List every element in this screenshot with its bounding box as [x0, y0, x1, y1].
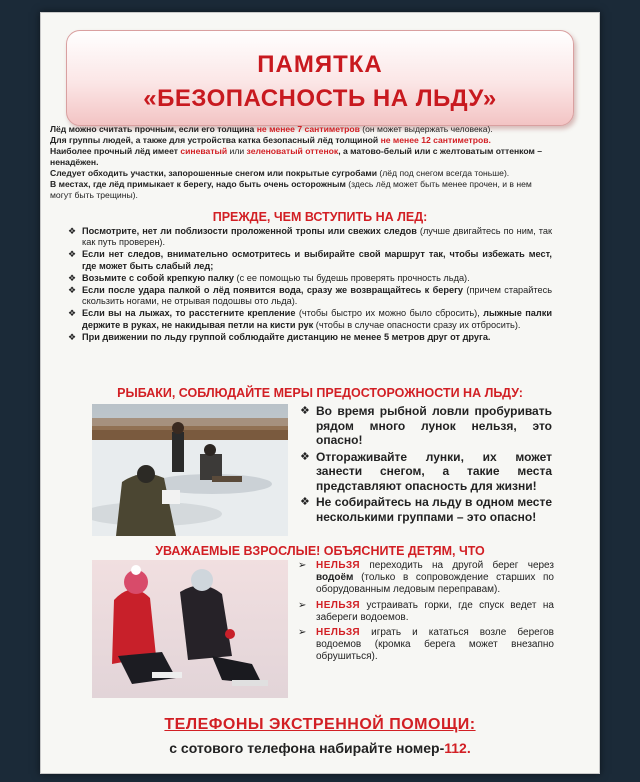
section3-heading: УВАЖАЕМЫЕ ВЗРОСЛЫЕ! ОБЪЯСНИТЕ ДЕТЯМ, ЧТО — [155, 544, 485, 558]
list-item: ➢ НЕЛЬЗЯ переходить на другой берег через водоём (только в сопровождение старших по оборудованным ледовым переправам). — [298, 560, 554, 597]
list-item: ❖ Во время рыбной ловли пробуривать рядом много лунок нельзя, это опасно! — [300, 404, 552, 448]
intro-paragraph: В местах, где лёд примыкает к берегу, надо быть очень осторожным (здесь лёд может быть менее прочен, и в нем могут быть трещины). — [50, 179, 532, 200]
before-ice-list — [68, 226, 552, 344]
list-item: ❖ Если нет следов, внимательно осмотритесь и выбирайте свой маршрут так, чтобы избежать мест, где может быть слабый лед; — [68, 249, 552, 271]
emergency-phones-title: ТЕЛЕФОНЫ ЭКСТРЕННОЙ ПОМОЩИ: — [164, 716, 476, 733]
list-item: ❖ Если после удара палкой о лёд появится вода, сразу же возвращайтесь к берегу (причем старайтесь скользить ногами, не отрывая подошвы ото льда). — [68, 285, 552, 307]
list-item: ❖ Не собирайтесь на льду в одном месте несколькими группами – это опасно! — [300, 495, 552, 524]
title-line-2: «БЕЗОПАСНОСТЬ НА ЛЬДУ» — [143, 85, 497, 112]
fishermen-on-ice-image — [92, 404, 288, 536]
list-item: ➢ НЕЛЬЗЯ играть и кататься возле берегов водоемов (кромка берега может внезапно обрушиться). — [298, 627, 554, 664]
list-item: ❖ При движении по льду группой соблюдайте дистанцию не менее 5 метров друг от друга. — [68, 332, 552, 343]
section1-heading: ПРЕЖДЕ, ЧЕМ ВСТУПИТЬ НА ЛЕД: — [212, 210, 428, 224]
fishermen-photo — [92, 404, 288, 536]
emergency-number: 112. — [444, 740, 471, 756]
intro-paragraph: Следует обходить участки, запорошенные снегом или покрытые сугробами (лёд под снегом всегда тоньше). — [50, 168, 510, 178]
list-item: ❖ Возьмите с собой крепкую палку (с ее помощью ты будешь проверять прочность льда). — [68, 273, 552, 284]
intro-paragraph: Лёд можно считать прочным, если его толщина не менее 7 сантиметров (он может выдержать человека). — [50, 124, 493, 134]
fishermen-list — [300, 404, 552, 526]
emergency-phones-text: с сотового телефона набирайте номер- — [169, 740, 445, 756]
list-item: ❖ Если вы на лыжах, то расстегните крепление (чтобы быстро их можно было сбросить), лыжные палки держите в руках, не накидывая петли на кисти рук (чтобы в случае опасности сразу их отбросить). — [68, 308, 552, 330]
emergency-phones-line — [0, 740, 640, 756]
list-item: ❖ Отгораживайте лунки, их может занести снегом, а такие места представляют опасность для жизни! — [300, 450, 552, 494]
intro-paragraph: Для группы людей, а также для устройства катка безопасный лёд толщиной не менее 12 сантиметров. — [50, 135, 491, 145]
title-line-1: ПАМЯТКА — [257, 51, 383, 78]
list-item: ➢ НЕЛЬЗЯ устраивать горки, где спуск ведет на забереги водоемов. — [298, 600, 554, 624]
intro-paragraph: Наиболее прочный лёд имеет синеватый или зеленоватый оттенок, а матово-белый или с желтоватым оттенком – ненадёжен. — [50, 146, 543, 167]
intro-text — [50, 124, 554, 201]
children-on-ice-image — [92, 560, 288, 698]
title-banner — [66, 30, 574, 126]
section2-heading: РЫБАКИ, СОБЛЮДАЙТЕ МЕРЫ ПРЕДОСТОРОЖНОСТИ НА ЛЬДУ: — [117, 386, 523, 400]
children-photo — [92, 560, 288, 698]
children-rules-list — [298, 560, 554, 667]
list-item: ❖ Посмотрите, нет ли поблизости проложенной тропы или свежих следов (лучше двигайтесь по ним, так как путь проверен). — [68, 226, 552, 248]
